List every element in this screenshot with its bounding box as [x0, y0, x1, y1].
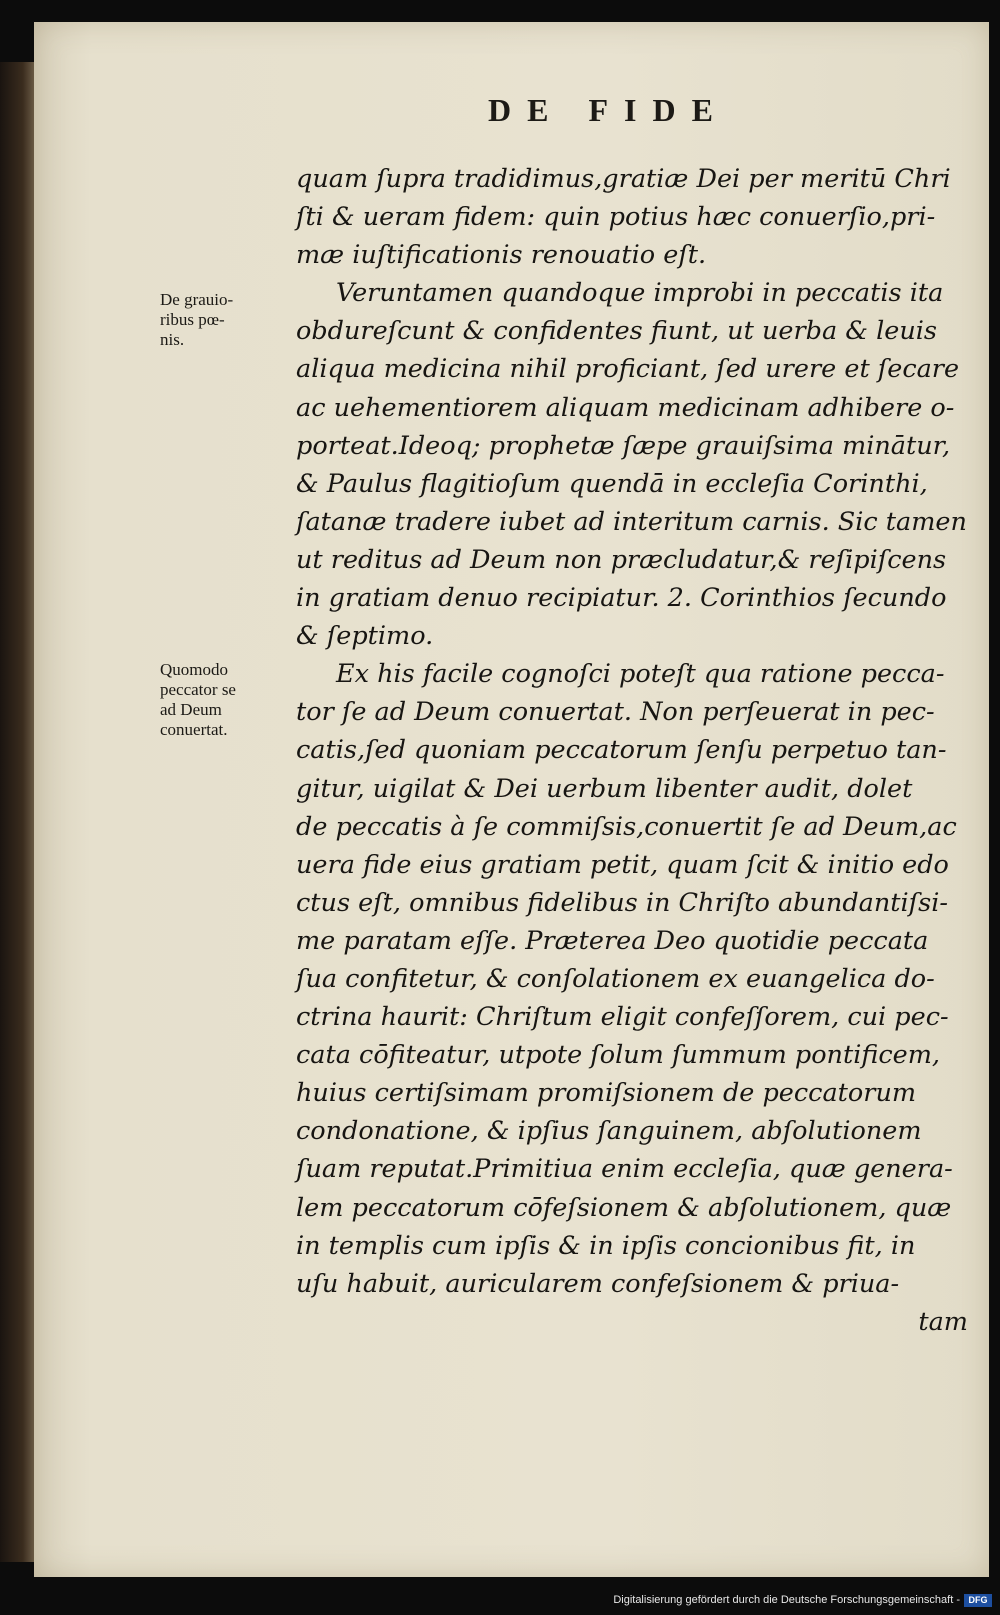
text-line: cata cōfiteatur, utpote ſolum ſummum pontificem,: [296, 1040, 941, 1071]
marginal-note-line: Quomodo: [160, 660, 228, 679]
marginal-note-line: conuertat.: [160, 720, 228, 739]
text-line: mæ iuſtificationis renouatio eſt.: [296, 240, 707, 271]
text-line: Ex his facile cognoſci poteſt qua ratione pecca-: [336, 659, 945, 690]
text-line: gitur, uigilat & Dei uerbum libenter audit, dolet: [296, 773, 913, 804]
text-line: ſatanæ tradere iubet ad interitum carnis. Sic tamen: [296, 506, 967, 537]
text-line: uſu habuit, auricularem confeſsionem & priua-: [296, 1268, 900, 1299]
text-line: de peccatis à ſe commiſsis,conuertit ſe ad Deum,ac: [296, 811, 957, 842]
text-line: Veruntamen quandoque improbi in peccatis ita: [336, 278, 944, 309]
marginal-note-line: nis.: [160, 330, 185, 349]
text-line: ſuam reputat.Primitiua enim eccleſia, quæ genera-: [296, 1154, 953, 1185]
marginal-note-line: De grauio-: [160, 290, 234, 309]
text-line: ſua confitetur, & conſolationem ex euangelica do-: [296, 963, 935, 994]
body-text: [296, 160, 968, 1341]
text-line: ſti & ueram fidem: quin potius hæc conuerſio,pri-: [296, 202, 936, 233]
marginal-note-poenis: [160, 290, 290, 350]
text-line: huius certiſsimam promiſsionem de peccatorum: [296, 1078, 917, 1109]
catchword: tam: [918, 1306, 968, 1337]
text-line: tor ſe ad Deum conuertat. Non perſeuerat in pec-: [296, 697, 935, 728]
marginal-note-line: peccator se: [160, 680, 236, 699]
text-line: ut reditus ad Deum non præcludatur,& reſipiſcens: [296, 544, 947, 575]
footer-credit: Digitalisierung gefördert durch die Deutsche Forschungsgemeinschaft -: [613, 1594, 960, 1606]
marginal-note-line: ribus pœ-: [160, 310, 225, 329]
text-line: condonatione, & ipſius ſanguinem, abſolutionem: [296, 1116, 922, 1147]
marginal-note-conuertat: [160, 660, 290, 740]
text-line: lem peccatorum cōfeſsionem & abſolutionem, quæ: [296, 1192, 952, 1223]
text-line: porteat.Ideoq; prophetæ ſæpe grauiſsima minātur,: [296, 430, 951, 461]
text-line: in gratiam denuo recipiatur. 2. Corinthios ſecundo: [296, 583, 947, 614]
text-line: aliqua medicina nihil proficiant, ſed urere et ſecare: [296, 354, 960, 385]
dfg-logo: DFG: [964, 1594, 992, 1607]
text-line: ctrina haurit: Chriſtum eligit confeſſorem, cui pec-: [296, 1002, 949, 1033]
book-spine-edge: [0, 62, 38, 1562]
running-head: DE FIDE: [488, 92, 729, 128]
marginal-note-line: ad Deum: [160, 700, 222, 719]
text-line: & ſeptimo.: [296, 621, 434, 652]
text-line: catis,ſed quoniam peccatorum ſenſu perpetuo tan-: [296, 735, 947, 766]
text-line: obdureſcunt & confidentes fiunt, ut uerba & leuis: [296, 316, 937, 347]
text-line: quam ſupra tradidimus,gratiæ Dei per meritū Chri: [296, 164, 951, 194]
text-line: ac uehementiorem aliquam medicinam adhibere o-: [296, 392, 955, 423]
text-line: & Paulus flagitioſum quendā in eccleſia Corinthi,: [296, 468, 928, 499]
text-line: me paratam eſſe. Præterea Deo quotidie peccata: [296, 925, 929, 956]
text-line: uera fide eius gratiam petit, quam ſcit & initio edo: [296, 849, 949, 880]
text-line: ctus eſt, omnibus fidelibus in Chriſto abundantiſsi-: [296, 887, 948, 918]
text-line: in templis cum ipſis & in ipſis concionibus fit, in: [296, 1230, 916, 1261]
